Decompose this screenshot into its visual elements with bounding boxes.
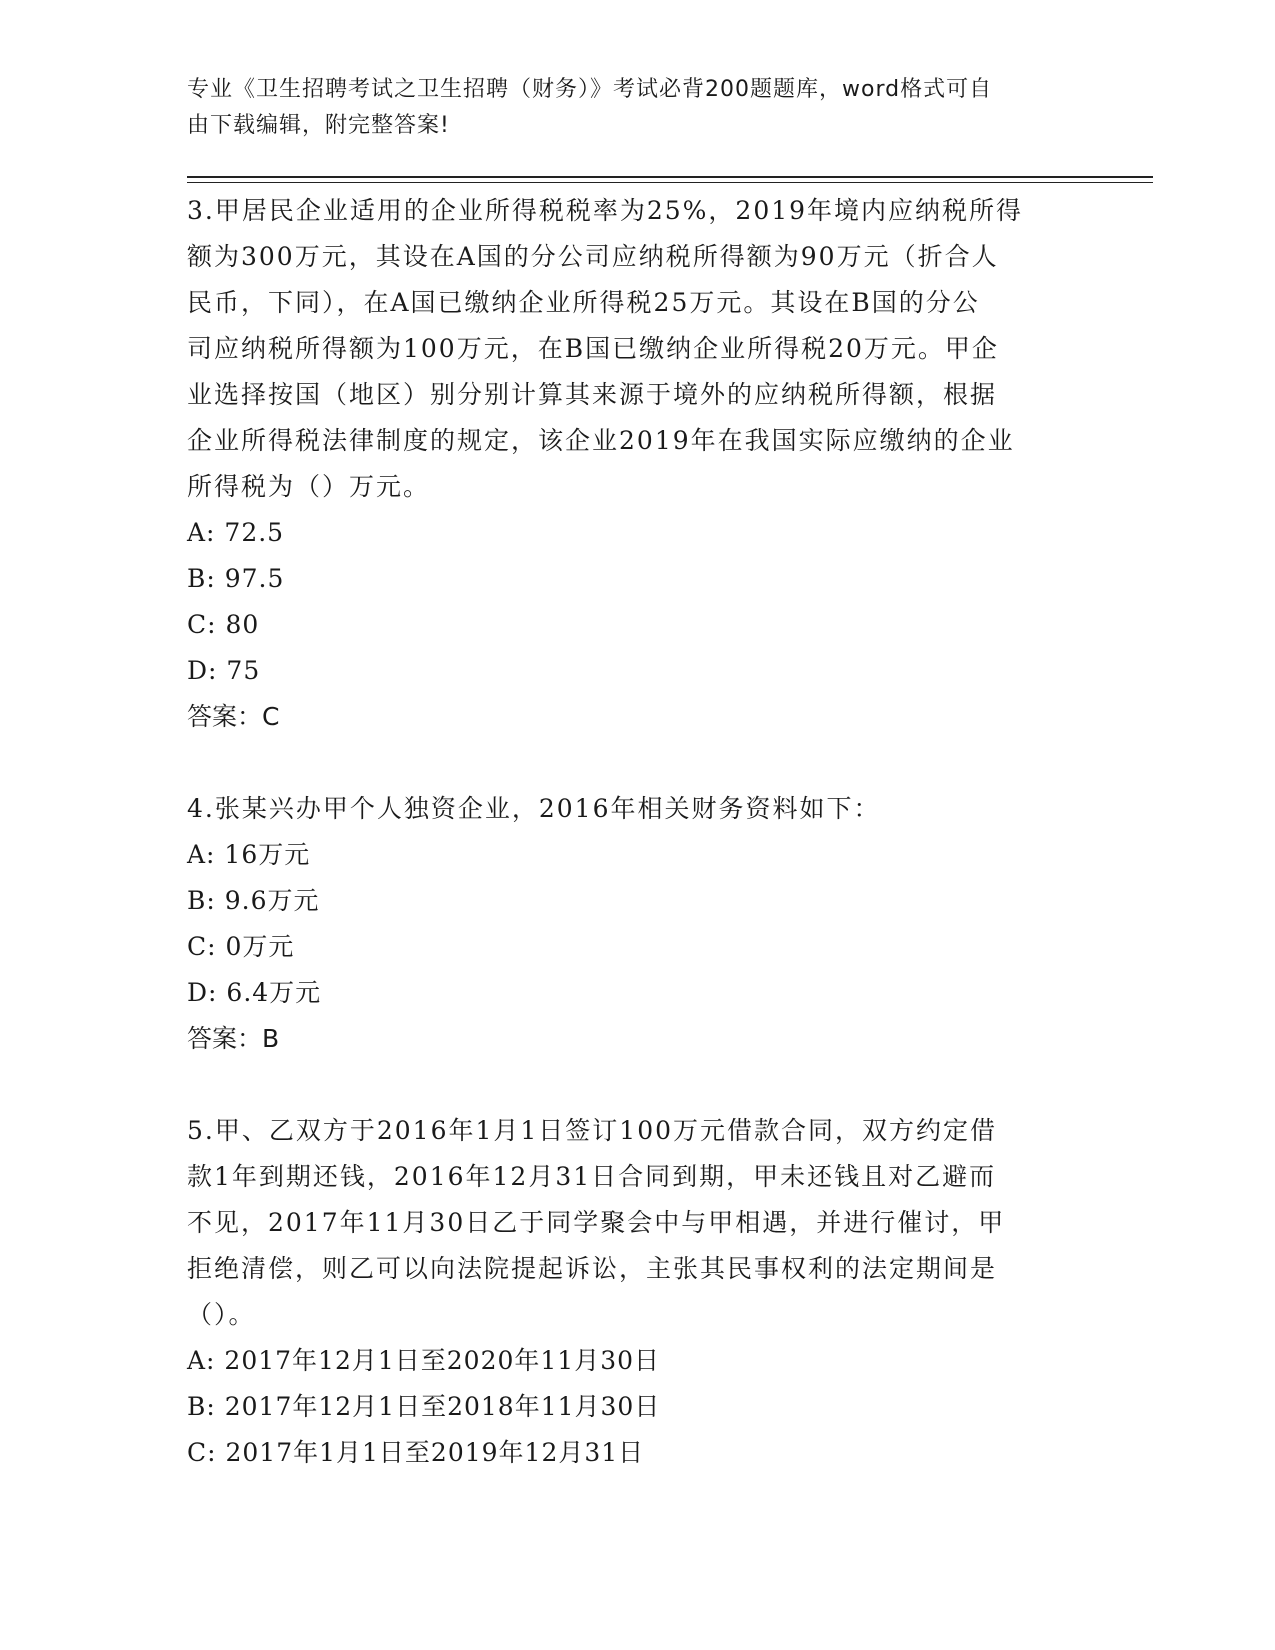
option-d: D: 75: [187, 656, 261, 685]
question-text-line: 3.甲居民企业适用的企业所得税税率为25%，2019年境内应纳税所得: [187, 196, 1024, 225]
option-b: B: 97.5: [187, 564, 285, 593]
question-text-line: 5.甲、乙双方于2016年1月1日签订100万元借款合同，双方约定借: [187, 1116, 998, 1145]
question-block: [187, 786, 1087, 1062]
question-text-line: 不见，2017年11月30日乙于同学聚会中与甲相遇，并进行催讨，甲: [187, 1208, 1006, 1237]
spacer: [187, 740, 1087, 786]
document-header: [187, 72, 1067, 144]
question-text-line: 额为300万元，其设在A国的分公司应纳税所得额为90万元（折合人: [187, 242, 999, 271]
question-text-line: 企业所得税法律制度的规定，该企业2019年在我国实际应缴纳的企业: [187, 426, 1015, 455]
option-b: B: 9.6万元: [187, 886, 320, 915]
spacer: [187, 1062, 1087, 1108]
question-text-line: 所得税为（）万元。: [187, 472, 431, 501]
answer-line: 答案：C: [187, 702, 280, 731]
option-c: C: 0万元: [187, 932, 295, 961]
option-c: C: 2017年1月1日至2019年12月31日: [187, 1438, 645, 1467]
question-text-line: 拒绝清偿，则乙可以向法院提起诉讼，主张其民事权利的法定期间是: [187, 1254, 998, 1283]
option-c: C: 80: [187, 610, 260, 639]
question-text-line: 业选择按国（地区）别分别计算其来源于境外的应纳税所得额，根据: [187, 380, 998, 409]
question-text-line: 司应纳税所得额为100万元，在B国已缴纳企业所得税20万元。甲企: [187, 334, 999, 363]
header-divider-thick: [187, 176, 1153, 178]
question-text-line: 4.张某兴办甲个人独资企业，2016年相关财务资料如下：: [187, 794, 881, 823]
question-list: [187, 188, 1087, 1476]
question-text-line: 民币，下同），在A国已缴纳企业所得税25万元。其设在B国的分公: [187, 288, 980, 317]
option-d: D: 6.4万元: [187, 978, 322, 1007]
question-text-line: （）。: [187, 1300, 256, 1329]
header-divider-thin: [187, 182, 1153, 183]
question-text-line: 款1年到期还钱，2016年12月31日合同到期，甲未还钱且对乙避而: [187, 1162, 997, 1191]
option-a: A: 16万元: [187, 840, 311, 869]
question-block: [187, 1108, 1087, 1476]
question-block: [187, 188, 1087, 740]
option-a: A: 72.5: [187, 518, 285, 547]
header-line-1: 专业《卫生招聘考试之卫生招聘（财务）》考试必背200题题库，word格式可自: [187, 77, 993, 102]
option-b: B: 2017年12月1日至2018年11月30日: [187, 1392, 661, 1421]
header-line-2: 由下载编辑，附完整答案!: [187, 113, 450, 138]
answer-line: 答案：B: [187, 1024, 280, 1053]
option-a: A: 2017年12月1日至2020年11月30日: [187, 1346, 661, 1375]
